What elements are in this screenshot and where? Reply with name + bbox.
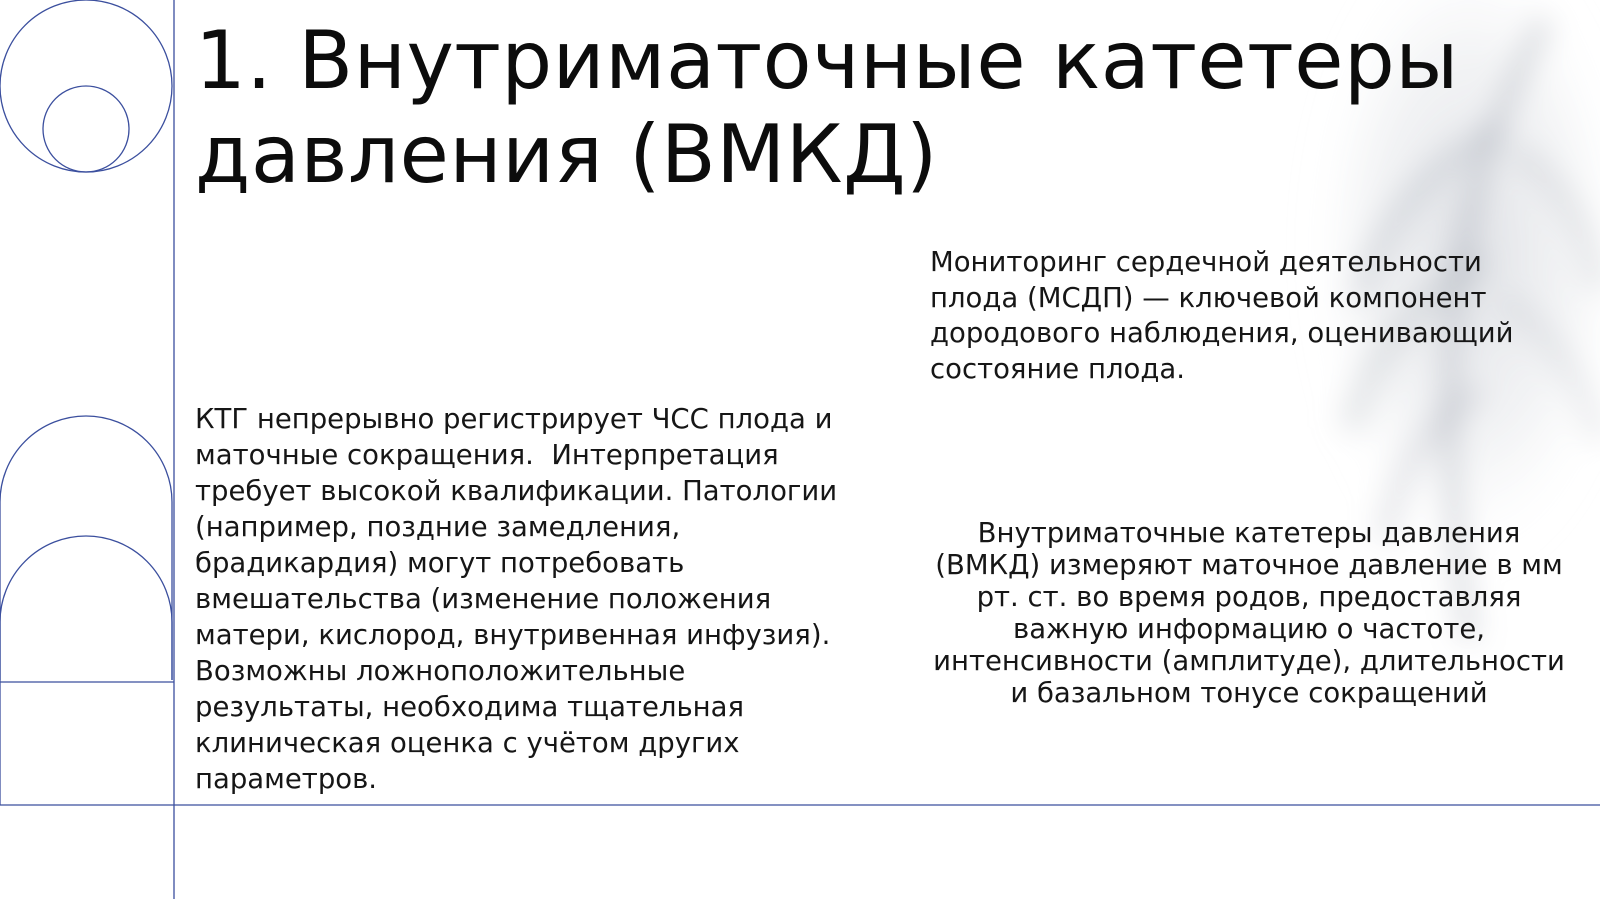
- text-line: параметров.: [195, 763, 378, 795]
- text-line: Внутриматочные катетеры давления: [977, 517, 1521, 549]
- slide-title-line: давления (ВМКД): [195, 108, 938, 201]
- fetal-monitoring-intro-text: [930, 245, 1514, 387]
- text-line: матери, кислород, внутривенная инфузия).: [195, 619, 831, 651]
- text-line: требует высокой квалификации. Патологии: [195, 475, 838, 507]
- text-line: плода (МСДП) — ключевой компонент: [930, 281, 1487, 314]
- slide-title-line: 1. Внутриматочные катетеры: [195, 14, 1459, 107]
- text-line: (например, поздние замедления,: [195, 511, 681, 543]
- lower-arch-outline: [0, 536, 172, 805]
- text-line: брадикардия) могут потребовать: [195, 547, 685, 579]
- text-line: вмешательства (изменение положения: [195, 583, 772, 615]
- text-line: Мониторинг сердечной деятельности: [930, 246, 1482, 278]
- upper-arch-outline: [0, 416, 172, 680]
- text-line: дородового наблюдения, оценивающий: [930, 317, 1514, 349]
- small-circle-outline: [43, 86, 129, 172]
- text-line: (ВМКД) измеряют маточное давление в мм: [935, 549, 1563, 581]
- text-line: маточные сокращения. Интерпретация: [195, 439, 779, 471]
- text-line: Возможны ложноположительные: [195, 655, 686, 687]
- text-line: и базальном тонусе сокращений: [1010, 677, 1488, 709]
- slide-title: [195, 14, 1575, 202]
- iupc-description-text: [928, 517, 1570, 709]
- text-line: результаты, необходима тщательная: [195, 691, 745, 723]
- text-line: интенсивности (амплитуде), длительности: [933, 645, 1565, 677]
- text-line: клиническая оценка с учётом других: [195, 727, 740, 759]
- text-line: состояние плода.: [930, 352, 1185, 385]
- text-line: КТГ непрерывно регистрирует ЧСС плода и: [195, 403, 833, 435]
- text-line: важную информацию о частоте,: [1012, 613, 1485, 645]
- text-line: рт. ст. во время родов, предоставляя: [976, 581, 1522, 613]
- ctg-description-text: [195, 401, 837, 797]
